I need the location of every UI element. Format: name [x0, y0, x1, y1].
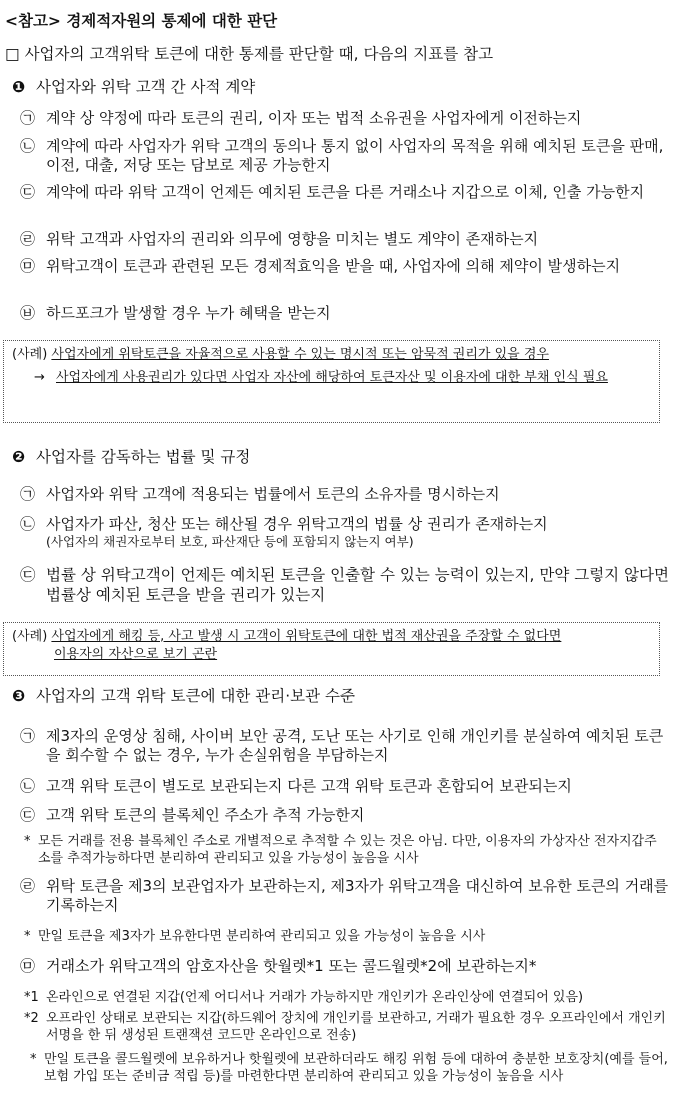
- s1-item-5-marker: ㉤: [20, 257, 36, 275]
- s1-case-text2: 사업자에게 사용권리가 있다면 사업자 자산에 해당하여 토큰자산 및 이용자에 대한 부채 인식 필요: [56, 370, 608, 385]
- s2-case-line1: [12, 628, 651, 646]
- s2-item-2-marker: ㉡: [20, 515, 36, 533]
- section1-case-box: [3, 340, 660, 423]
- section2-heading: [12, 448, 679, 467]
- section3-marker: ❸: [12, 687, 26, 705]
- s3-item-1-marker: ㉠: [20, 727, 36, 745]
- s3-note-3: [24, 989, 669, 1006]
- s3-item-4: [20, 877, 671, 915]
- s3-item-5-marker: ㉤: [20, 957, 36, 975]
- s3-note-1-text: 모든 거래를 전용 블록체인 주소로 개별적으로 추적할 수 있는 것은 아님. 다만, 이용자의 가상자산 전자지갑주소를 추적가능하다면 분리하여 관리되고 있을 가능성이 높음을 시사: [38, 834, 657, 866]
- section2-marker: ❷: [12, 448, 26, 466]
- s1-case-prefix: (사례): [12, 347, 48, 362]
- s3-note-2-marker: *: [24, 929, 31, 944]
- s2-case-prefix: (사례): [12, 629, 48, 644]
- s3-item-2-marker: ㉡: [20, 777, 36, 795]
- s3-item-5-text: 거래소가 위탁고객의 암호자산을 핫월렛*1 또는 콜드월렛*2에 보관하는지*: [46, 957, 537, 975]
- s2-item-3-marker: ㉢: [20, 566, 36, 584]
- s1-item-2-marker: ㉡: [20, 137, 36, 155]
- s3-item-5: [20, 957, 671, 976]
- s1-item-1-marker: ㉠: [20, 109, 36, 127]
- s1-case-line1: [12, 346, 651, 364]
- s2-item-3-text: 법률 상 위탁고객이 언제든 예치된 토큰을 인출할 수 있는 능력이 있는지, 만약 그렇지 않다면 법률상 예치된 토큰을 받을 권리가 있는지: [46, 566, 669, 604]
- s1-item-4-text: 위탁 고객과 사업자의 권리와 의무에 영향을 미치는 별도 계약이 존재하는지: [46, 230, 539, 248]
- s3-note-5-text: 만일 토큰을 콜드월렛에 보유하거나 핫월렛에 보관하더라도 해킹 위험 등에 대하여 충분한 보호장치(예를 들어, 보험 가입 또는 준비금 적립 등)를 마련한다면 분리하여 관리되고 있을 가능성이 높음을 시사: [44, 1052, 668, 1084]
- section1-heading: [12, 78, 679, 97]
- s1-item-4: [20, 230, 671, 249]
- intro-line: □ 사업자의 고객위탁 토큰에 대한 통제를 판단할 때, 다음의 지표를 참고: [5, 45, 494, 63]
- s3-item-1: [20, 727, 671, 765]
- s2-item-1-text: 사업자와 위탁 고객에 적용되는 법률에서 토큰의 소유자를 명시하는지: [46, 485, 500, 503]
- s2-item-2-subnote: (사업자의 채권자로부터 보호, 파산재단 등에 포함되지 않는지 여부): [46, 534, 414, 549]
- s3-item-2-text: 고객 위탁 토큰이 별도로 보관되는지 다른 고객 위탁 토큰과 혼합되어 보관되는지: [46, 777, 572, 795]
- s3-note-3-text: 온라인으로 연결된 지갑(언제 어디서나 거래가 가능하지만 개인키가 온라인상에 연결되어 있음): [46, 990, 584, 1005]
- section3-heading-text: 사업자의 고객 위탁 토큰에 대한 관리·보관 수준: [36, 687, 355, 705]
- s1-item-2-text: 계약에 따라 사업자가 위탁 고객의 동의나 통지 없이 사업자의 목적을 위해 예치된 토큰을 판매, 이전, 대출, 저당 또는 담보로 제공 가능한지: [46, 137, 664, 174]
- s1-item-5: [20, 257, 671, 276]
- s1-item-4-marker: ㉣: [20, 230, 36, 248]
- section1-heading-text: 사업자와 위탁 고객 간 사적 계약: [36, 78, 256, 96]
- s3-item-4-marker: ㉣: [20, 877, 36, 895]
- s2-case-text2: 이용자의 자산으로 보기 곤란: [54, 647, 218, 662]
- s1-item-3-text: 계약에 따라 위탁 고객이 언제든 예치된 토큰을 다른 거래소나 지갑으로 이체, 인출 가능한지: [46, 183, 645, 201]
- s1-item-3: [20, 183, 671, 202]
- s3-item-1-text: 제3자의 운영상 침해, 사이버 보안 공격, 도난 또는 사기로 인해 개인키를 분실하여 예치된 토큰을 회수할 수 없는 경우, 누가 손실위험을 부담하는지: [46, 727, 664, 764]
- section3-heading: [12, 687, 679, 706]
- s3-item-3-text: 고객 위탁 토큰의 블록체인 주소가 추적 가능한지: [46, 806, 365, 824]
- s1-item-3-marker: ㉢: [20, 183, 36, 201]
- s3-note-1-marker: *: [24, 834, 31, 849]
- s3-note-2: [24, 928, 669, 945]
- s1-item-6: [20, 304, 671, 323]
- s2-item-1-marker: ㉠: [20, 485, 36, 503]
- page-title: <참고> 경제적자원의 통제에 대한 판단: [5, 12, 278, 30]
- s2-item-2-text: 사업자가 파산, 청산 또는 해산될 경우 위탁고객의 법률 상 권리가 존재하는지: [46, 515, 548, 533]
- s2-case-line2: [12, 646, 651, 664]
- s3-item-4-text: 위탁 토큰을 제3의 보관업자가 보관하는지, 제3자가 위탁고객을 대신하여 보유한 토큰의 거래를 기록하는지: [46, 877, 669, 914]
- arrow-icon: →: [34, 370, 45, 385]
- s2-item-3: [20, 565, 671, 605]
- s3-item-2: [20, 777, 671, 796]
- s1-item-5-text: 위탁고객이 토큰과 관련된 모든 경제적효익을 받을 때, 사업자에 의해 제약이 발생하는지: [46, 257, 621, 275]
- s3-note-1: [24, 833, 669, 867]
- s1-item-2: [20, 137, 671, 175]
- s1-case-text1: 사업자에게 위탁토큰을 자율적으로 사용할 수 있는 명시적 또는 암묵적 권리가 있을 경우: [51, 347, 549, 362]
- s3-note-4-marker: *2: [24, 1011, 39, 1026]
- s3-note-4-text: 오프라인 상태로 보관되는 지갑(하드웨어 장치에 개인키를 보관하고, 거래가 필요한 경우 오프라인에서 개인키 서명을 한 뒤 생성된 트랜잭션 코드만 온라인으로 전송): [46, 1011, 666, 1043]
- s2-case-text1: 사업자에게 해킹 등, 사고 발생 시 고객이 위탁토큰에 대한 법적 재산권을 주장할 수 없다면: [51, 629, 562, 644]
- section1-marker: ❶: [12, 78, 26, 96]
- s3-note-5-marker: *: [30, 1052, 37, 1067]
- s3-note-5: [30, 1051, 669, 1085]
- s3-item-3-marker: ㉢: [20, 806, 36, 824]
- s1-item-1: [20, 109, 671, 128]
- s2-item-1: [20, 485, 671, 504]
- s3-item-3: [20, 806, 671, 825]
- s1-item-6-marker: ㉥: [20, 304, 36, 322]
- s1-item-6-text: 하드포크가 발생할 경우 누가 혜택을 받는지: [46, 304, 331, 322]
- section2-heading-text: 사업자를 감독하는 법률 및 규정: [36, 448, 251, 466]
- s2-item-2: [20, 515, 671, 550]
- s3-note-3-marker: *1: [24, 990, 39, 1005]
- section2-case-box: [3, 622, 660, 676]
- s1-item-1-text: 계약 상 약정에 따라 토큰의 권리, 이자 또는 법적 소유권을 사업자에게 이전하는지: [46, 109, 582, 127]
- s1-case-line2: [12, 369, 651, 387]
- s3-note-2-text: 만일 토큰을 제3자가 보유한다면 분리하여 관리되고 있을 가능성이 높음을 시사: [38, 929, 486, 944]
- s3-note-4: [24, 1010, 669, 1044]
